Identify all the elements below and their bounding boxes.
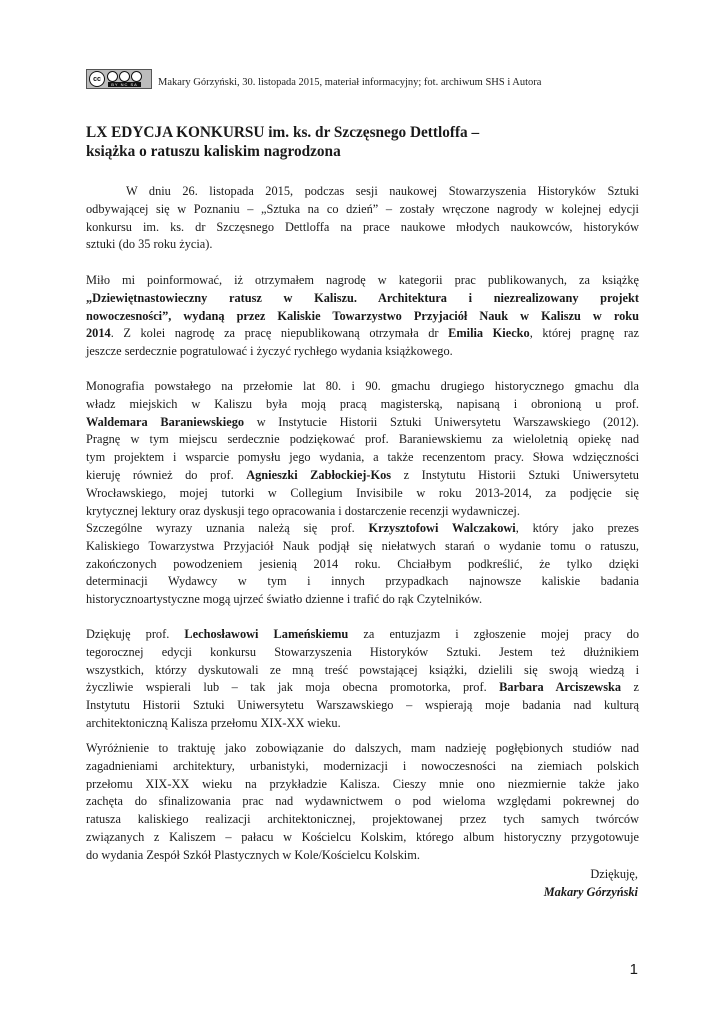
text-line: W dniu 26. listopada 2015, podczas sesji naukowej Stowarzyszenia Historyków Sztuki [126,184,639,198]
page-number: 1 [629,961,638,978]
text-line: Instytutu Historii Sztuki Uniwersytetu Warszawskiego – wspierają moje badania nad kulturą [86,698,639,713]
text-line: nowoczesności”, wydaną przez Kaliskie Towarzystwo Przyjaciół Nauk w Kaliszu w roku [86,308,639,323]
text-line: tegorocznej edycji konkursu Stowarzyszenia Historyków Sztuki. Jestem też dłużnikiem [86,644,639,659]
text-line: Szczególne wyrazy uznania należą się prof. Krzysztofowi Walczakowi, który jako prezes [86,521,639,535]
paragraph-1 [86,183,639,254]
sharealike-icon [131,71,142,82]
text-line: Kaliskiego Towarzystwa Przyjaciół Nauk podjął się niełatwych starań o wydanie tomu o ratuszu, [86,538,639,553]
text-line: „Dziewiętnastowieczny ratusz w Kaliszu. Architektura i niezrealizowany projekt [86,290,639,305]
noncommercial-icon [119,71,130,82]
text-line: odbywającej się w Poznaniu – „Sztuka na co dzień” – zostały wręczone nagrody w kolejnej edycji [86,201,639,216]
text-line: krytycznej lektury oraz dyskusji tego opracowania i dostarczenie recenzji wydawniczej. [86,503,520,518]
text-line: Pragnę w tym miejscu serdecznie podziękować prof. Baraniewskiemu za wieloletnią opiekę nad [86,432,639,447]
signature-block [544,866,638,902]
text-line: kieruję również do prof. Agnieszki Zabłockiej-Kos z Instytutu Historii Sztuki Uniwersytetu [86,467,639,482]
text-line: związanych z Kaliszem – pałacu w Kościelcu Kolskim, którego album historyczny przygotowuje [86,829,639,844]
text-line: Dziękuję prof. Lechosławowi Lameńskiemu za entuzjazm i zgłoszenie mojej pracy do [86,627,640,641]
cc-logo-icon: cc [89,71,105,87]
text-line: wszystkich, którzy dyskutowali ze mną treść powstającej książki, dzielili się swoją wiedzą i [86,662,639,677]
creative-commons-license-badge [86,69,152,89]
text-line: życzliwie wspierali lub – tak jak moja obecna promotorka, prof. Barbara Arciszewska z [86,680,639,695]
text-line: zagadnieniami architektury, urbanistyki, modernizacji i nowoczesności na ziemiach polskich [86,758,639,773]
attribution-icon [107,71,118,82]
license-terms-label: BY NC SA [108,82,141,87]
title-line-1: LX EDYCJA KONKURSU im. ks. dr Szczęsnego Dettloffa – [86,124,480,141]
text-line: ratusza kaliskiego realizacji architektonicznej, projektowanej przez tych samych twórców [86,812,639,827]
document-title [86,123,646,161]
text-line: tym projektem i wsparcie pomysłu jego wydania, a także recenzentom pracy. Słowa wdzięczności [86,450,639,465]
paragraph-6 [86,740,639,865]
text-line: determinacji Wydawcy w tym i innych przypadkach najnowsze kaliskie badania [86,574,639,589]
header-credit-line [86,69,646,89]
paragraph-3 [86,378,639,520]
closing-text: Dziękuję, [590,867,638,881]
text-line: konkursu im. ks. dr Szczęsnego Dettloffa na prace naukowe młodych naukowców, historyków [86,219,639,234]
text-line: Wyróżnienie to traktuję jako zobowiązanie do dalszych, mam nadzieję pogłębionych studiów nad [86,741,639,755]
text-line: 2014. Z kolei nagrodę za pracę niepublikowaną otrzymała dr Emilia Kiecko, której pragnę raz [86,326,639,341]
text-line: przełomu XIX-XX wieku na przykładzie Kalisza. Cieszy mnie ono niezmiernie także jako [86,776,639,791]
text-line: zakończonych powodzeniem jesienią 2014 roku. Chciałbym podkreślić, że tylko dzięki [86,556,639,571]
text-line: władz miejskich w Kaliszu była moją pracą magisterską, napisaną i obronioną u prof. [86,396,639,411]
text-line: jeszcze serdecznie pogratulować i życzyć rychłego wydania książkowego. [86,344,453,359]
text-line: Monografia powstałego na przełomie lat 80. i 90. gmachu drugiego historycznego gmachu dla [86,379,639,393]
paragraph-5 [86,626,639,733]
text-line: do wydania Zespół Szkół Plastycznych w Kole/Kościelcu Kolskim. [86,847,420,862]
text-line: sztuki (do 35 roku życia). [86,237,213,252]
paragraph-4 [86,520,639,609]
text-line: zachęta do sfinalizowania prac nad wydawnictwem o pod wieloma względami pokrewnej do [86,794,639,809]
text-line: Wrocławskiego, mojej tutorki w Collegium Invisibile w roku 2013-2014, za podjęcie się [86,485,639,500]
paragraph-2 [86,272,639,361]
text-line: Waldemara Baraniewskiego w Instytucie Historii Sztuki Uniwersytetu Warszawskiego (2012). [86,414,639,429]
text-line: architektoniczną Kalisza przełomu XIX-XX wieku. [86,715,341,730]
author-credit: Makary Górzyński, 30. listopada 2015, materiał informacyjny; fot. archiwum SHS i Autora [158,77,542,88]
signature-name: Makary Górzyński [543,884,638,899]
text-line: historycznoartystyczne mogą ujrzeć światło dzienne i trafić do rąk Czytelników. [86,592,483,607]
text-line: Miło mi poinformować, iż otrzymałem nagrodę w kategorii prac publikowanych, za książkę [86,273,639,287]
title-line-2: książka o ratuszu kaliskim nagrodzona [86,143,341,160]
